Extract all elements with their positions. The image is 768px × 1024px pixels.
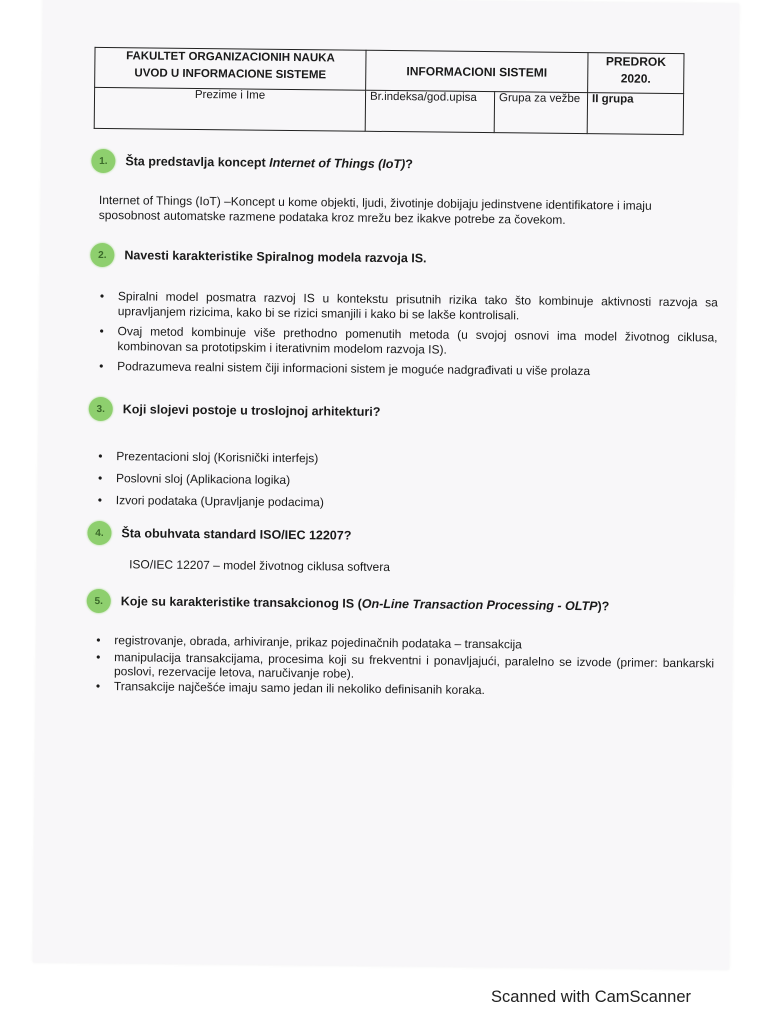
exam-term-cell bbox=[588, 53, 684, 94]
question-number-badge: 2. bbox=[90, 243, 114, 267]
list-item: • Podrazumeva realni sistem čiji informacioni sistem je moguće nadgrađivati u više prolaza bbox=[97, 359, 717, 380]
list-item: • Transakcije najčešće imaju samo jedan ili nekoliko definisanih koraka. bbox=[94, 678, 714, 699]
question-number-badge: 4. bbox=[87, 521, 111, 545]
group-label: Grupa za vežbe bbox=[494, 92, 587, 134]
course-name: UVOD U INFORMACIONE SISTEME bbox=[134, 67, 327, 82]
list-item: • Spiralni model posmatra razvoj IS u kontekstu prisutnih rizika tako što kombinuje aktivnosti razvoja sa upravljanjem rizicima, kako bi se rizici smanjili i kako bi se lakše kontrolisali. bbox=[98, 289, 718, 324]
question-4 bbox=[87, 521, 351, 548]
question-number-badge: 5. bbox=[87, 589, 111, 613]
question-3 bbox=[89, 397, 381, 424]
list-item: • registrovanje, obrada, arhiviranje, prikaz pojedinačnih podataka – transakcija bbox=[94, 633, 714, 654]
question-title: Navesti karakteristike Spiralnog modela razvoja IS. bbox=[124, 248, 427, 266]
answer-text: Internet of Things (IoT) –Koncept u kome objekti, ljudi, životinje dobijaju jedinstvene identifikatore i imaju sposobnost automatske razmene podataka kroz mrežu bez ikakve potrebe za čovekom. bbox=[98, 192, 652, 227]
exam-year: 2020. bbox=[620, 71, 651, 86]
answer-text: ISO/IEC 12207 – model životnog ciklusa softvera bbox=[129, 557, 391, 575]
question-5 bbox=[87, 589, 610, 618]
answer-list bbox=[96, 445, 717, 517]
faculty-name: FAKULTET ORGANIZACIONIH NAUKA bbox=[126, 50, 335, 65]
scanned-page bbox=[33, 0, 739, 970]
list-item: • Izvori podataka (Upravljanje podacima) bbox=[96, 489, 716, 517]
camscanner-watermark: Scanned with CamScanner bbox=[491, 988, 691, 1006]
answer-list bbox=[97, 289, 718, 380]
surname-label: Prezime i Ime bbox=[94, 87, 365, 131]
question-title: Koje su karakteristike transakcionog IS (On-Line Transaction Processing - OLTP)? bbox=[120, 594, 610, 614]
exam-header-table bbox=[94, 47, 685, 135]
question-1 bbox=[91, 149, 413, 176]
question-number-badge: 3. bbox=[89, 397, 113, 421]
faculty-cell bbox=[95, 47, 366, 90]
question-title: Šta predstavlja koncept Internet of Things (IoT)? bbox=[125, 154, 413, 172]
question-title: Šta obuhvata standard ISO/IEC 12207? bbox=[121, 526, 352, 543]
subject-cell: INFORMACIONI SISTEMI bbox=[366, 50, 588, 92]
question-number-badge: 1. bbox=[91, 149, 115, 173]
list-item: • manipulacija transakcijama, procesima koji su frekventni i ponavljajući, paralelno se izvode (primer: bankarski poslovi, rezervacije letova, naručivanje robe). bbox=[94, 649, 714, 684]
group-value: II grupa bbox=[587, 93, 683, 135]
list-item: • Poslovni sloj (Aplikaciona logika) bbox=[96, 467, 716, 495]
question-2 bbox=[90, 243, 426, 271]
list-item: • Ovaj metod kombinuje više prethodno pomenutih metoda (u svojoj osnovi ima model životnog ciklusa, kombinovan sa prototipskim i iterativnim modelom razvoja IS). bbox=[97, 324, 717, 359]
list-item: • Prezentacioni sloj (Korisnički interfejs) bbox=[96, 445, 716, 473]
index-label: Br.indeksa/god.upisa bbox=[365, 90, 494, 132]
exam-term: PREDROK bbox=[605, 54, 666, 69]
answer-list bbox=[94, 633, 715, 699]
question-title: Koji slojevi postoje u troslojnoj arhitekturi? bbox=[122, 402, 381, 419]
